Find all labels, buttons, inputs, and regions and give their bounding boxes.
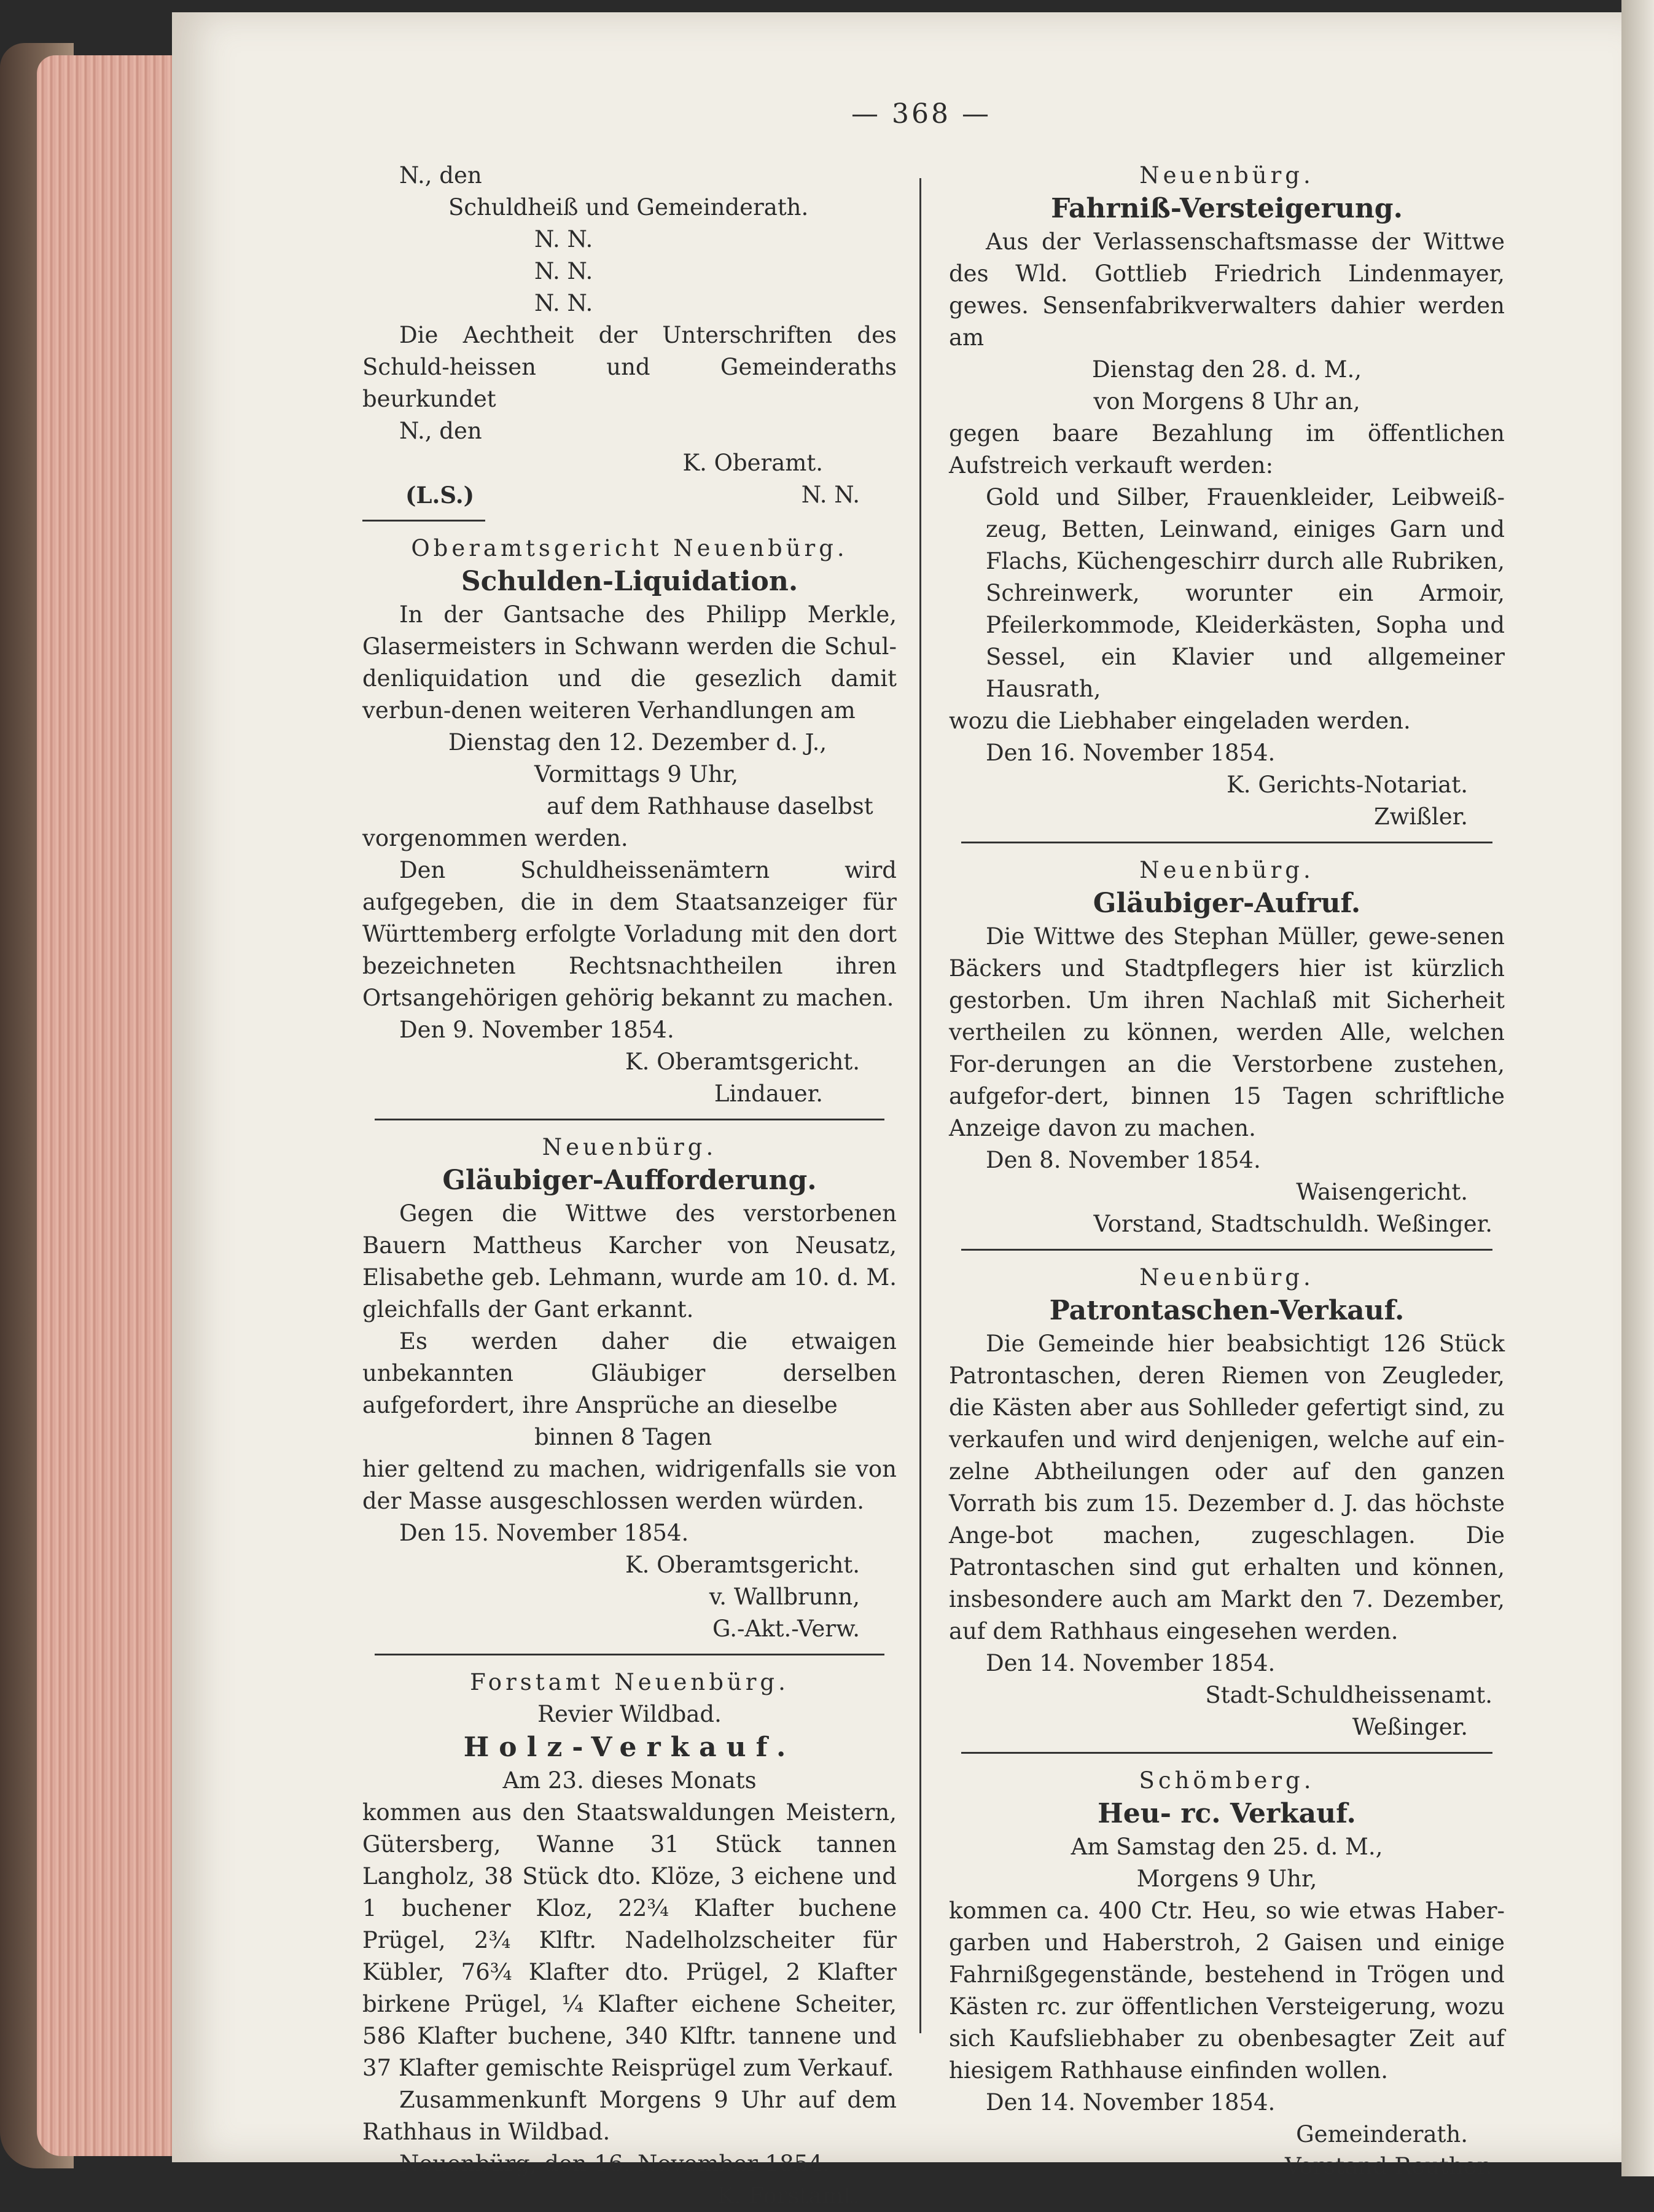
notice-dated: Den 15. November 1854. [399, 1520, 689, 1546]
notice-signature: Weßinger. [1352, 1714, 1468, 1740]
notice-place: auf dem Rathhause daselbst [547, 793, 873, 819]
notice-heading: Fahrniß-Versteigerung. [1051, 193, 1403, 224]
page-number: — 368 — [851, 98, 991, 130]
notice-time: Vormittags 9 Uhr, [534, 761, 739, 787]
facing-page-edge [1621, 0, 1654, 2176]
notice-signature: Stadt-Schuldheissenamt. [1205, 1682, 1492, 1708]
notice-body: Zusammenkunft Morgens 9 Uhr auf dem Rathhaus in Wildbad. [362, 2087, 897, 2145]
notice-dated: Den 14. November 1854. [986, 1650, 1276, 1676]
notice-location: Neuenbürg. [1139, 162, 1314, 189]
notice-signature: G.-Akt.-Verw. [712, 1616, 860, 1642]
notice-location: Oberamtsgericht Neuenbürg. [411, 535, 848, 561]
notice-dated: Den 14. November 1854. [986, 2089, 1276, 2116]
notice-fahrniss-versteigerung [949, 160, 1505, 833]
notice-location: Forstamt Neuenbürg. [470, 1669, 789, 1695]
notice-signature: K. Oberamtsgericht. [625, 1552, 860, 1578]
notice-heading: Gläubiger-Aufforderung. [442, 1165, 817, 1196]
notice-signature: Waisengericht. [1296, 1179, 1468, 1205]
divider [961, 842, 1492, 843]
notice-location: Neuenbürg. [1139, 857, 1314, 883]
notice-subheading: Revier Wildbad. [537, 1701, 722, 1727]
notice-body: hier geltend zu machen, widrigenfalls sie von der Masse ausgeschlossen werden würden. [362, 1456, 897, 1514]
cert-signature-4: N. N. [801, 482, 860, 508]
notice-patrontaschen-verkauf [949, 1262, 1505, 1743]
notice-body: In der Gantsache des Philipp Merkle, Glasermeisters in Schwann werden die Schul-denliquidation und die gesezlich damit verbun-denen weiteren Verhandlungen am [362, 601, 897, 724]
cert-text: Die Aechtheit der Unterschriften des Schuld-heissen und Gemeinderaths beurkundet [362, 322, 897, 412]
notice-body: gegen baare Bezahlung im öffentlichen Aufstreich verkauft werden: [949, 420, 1505, 479]
cert-signature-1: N. N. [534, 226, 593, 252]
notice-heading: Gläubiger-Aufruf. [1093, 888, 1361, 919]
cert-seal-line [362, 479, 897, 511]
notice-items: Gold und Silber, Frauenkleider, Leibweiß-zeug, Betten, Leinwand, einiges Garn und Flachs, Küchengeschirr durch alle Rubriken, Schreinwerk, worunter ein Armoir, Pfeilerkommode, Kleiderkästen, Sopha und Sessel, ein Klavier und allgemeiner Hausrath, [986, 484, 1505, 702]
notice-body: Es werden daher die etwaigen unbekannten Gläubiger derselben aufgefordert, ihre Ansprüche an dieselbe [362, 1328, 897, 1418]
notice-signature: Gemeinderath. [1296, 2121, 1468, 2148]
notice-glaeubiger-aufforderung [362, 1131, 897, 1645]
notice-schulden-liquidation [362, 533, 897, 1110]
notice-signature: Vorstand, Stadtschuldh. Weßinger. [1093, 1211, 1492, 1237]
notice-heading: Heu- rc. Verkauf. [1098, 1798, 1356, 1829]
notice-body: Aus der Verlassenschaftsmasse der Wittwe des Wld. Gottlieb Friedrich Lindenmayer, gewes. Sensenfabrikverwalters dahier werden am [949, 229, 1505, 351]
notice-heading: Schulden-Liquidation. [461, 566, 798, 597]
cert-oberamt: K. Oberamt. [682, 450, 823, 476]
notice-signature: Lindauer. [714, 1081, 823, 1107]
notice-heading: Patrontaschen-Verkauf. [1049, 1295, 1405, 1326]
divider [961, 1249, 1492, 1251]
notice-time: von Morgens 8 Uhr an, [1093, 388, 1360, 415]
notice-holz-verkauf [362, 1667, 897, 2212]
notice-location: Schömberg. [1139, 1767, 1315, 1794]
notice-body: kommen aus den Staatswaldungen Meistern, Gütersberg, Wanne 31 Stück tannen Langholz, 38 Stück dto. Klöze, 3 eichene und 1 buchener Kloz, 22¾ Klafter buchene Prügel, 2¾ Klftr. Nadelholzscheiter für Kübler, 76¾ Klafter dto. Prügel, 2 Klafter birkene Prügel, ¼ Klafter eichene Scheiter, 586 Klafter buchene, 340 Klftr. tannene und 37 Klafter gemischte Reisprügel zum Verkauf. [362, 1799, 897, 2081]
divider [362, 520, 485, 522]
notice-body: Den Schuldheissenämtern wird aufgegeben, die in dem Staatsanzeiger für Württemberg erfolgte Vorladung mit den dort bezeichneten Rechtsnachtheilen ihren Ortsangehörigen gehörig bekannt zu machen. [362, 857, 897, 1011]
book-page-edges [37, 55, 178, 2156]
cert-signature-2: N. N. [534, 258, 593, 284]
notice-deadline: binnen 8 Tagen [534, 1424, 712, 1450]
seal-mark: (L.S.) [405, 482, 475, 509]
notice-heading: Holz-Verkauf. [463, 1732, 796, 1763]
cert-place-date: N., den [399, 162, 482, 189]
notice-body: wozu die Liebhaber eingeladen werden. [949, 708, 1411, 734]
notice-glaeubiger-aufruf [949, 854, 1505, 1240]
notice-dated: Den 9. November 1854. [399, 1017, 674, 1043]
notice-signature: v. Wallbrunn, [709, 1584, 860, 1610]
divider [961, 1752, 1492, 1754]
notice-date: Dienstag den 12. Dezember d. J., [448, 729, 827, 756]
notice-signature: K. Forstamt. [717, 2183, 860, 2209]
notice-signature: Zwißler. [1373, 803, 1468, 830]
notice-date: Am 23. dieses Monats [502, 1767, 757, 1794]
notice-signature: Vorstand Reuther. [1284, 2153, 1492, 2179]
certification-form [362, 160, 897, 511]
cert-signatories: Schuldheiß und Gemeinderath. [448, 194, 809, 221]
notice-body: Gegen die Wittwe des verstorbenen Bauern Mattheus Karcher von Neusatz, Elisabethe geb. Lehmann, wurde am 10. d. M. gleichfalls der Gant erkannt. [362, 1200, 897, 1323]
notice-signature: K. Oberamtsgericht. [625, 1049, 860, 1075]
notice-dated: Neuenbürg, den 16. November 1854. [399, 2151, 830, 2177]
notice-dated: Den 16. November 1854. [986, 740, 1276, 766]
left-column [362, 160, 897, 2212]
notice-date: Dienstag den 28. d. M., [1092, 356, 1362, 383]
notice-dated: Den 8. November 1854. [986, 1147, 1261, 1173]
cert-signature-3: N. N. [534, 290, 593, 316]
divider [375, 1654, 884, 1655]
notice-date: Am Samstag den 25. d. M., [1071, 1834, 1383, 1860]
right-column [949, 160, 1505, 2183]
notice-location: Neuenbürg. [1139, 1264, 1314, 1291]
notice-body: kommen ca. 400 Ctr. Heu, so wie etwas Haber-garben und Haberstroh, 2 Gaisen und einige Fahrnißgegenstände, bestehend in Trögen und Kästen rc. zur öffentlichen Versteigerung, wozu sich Kaufsliebhaber zu obenbesagter Zeit auf hiesigem Rathhause einfinden wollen. [949, 1897, 1505, 2084]
cert-place-date-2: N., den [399, 418, 482, 444]
column-divider [919, 178, 921, 2033]
notice-body: vorgenommen werden. [362, 825, 628, 851]
notice-location: Neuenbürg. [542, 1134, 717, 1160]
notice-body: Die Gemeinde hier beabsichtigt 126 Stück Patrontaschen, deren Riemen von Zeugleder, die Kästen aber aus Sohlleder gefertigt sind, zu verkaufen und wird denjenigen, welche auf ein-zelne Abtheilungen oder auf den ganzen Vorrath bis zum 15. Dezember d. J. das höchste Ange-bot machen, zugeschlagen. Die Patrontaschen sind gut erhalten und können, insbesondere auch am Markt den 7. Dezember, auf dem Rathhaus eingesehen werden. [949, 1331, 1505, 1644]
notice-heu-verkauf [949, 1765, 1505, 2183]
divider [375, 1119, 884, 1120]
notice-time: Morgens 9 Uhr, [1136, 1866, 1317, 1892]
notice-body: Die Wittwe des Stephan Müller, gewe-senen Bäckers und Stadtpflegers hier ist kürzlich gestorben. Um ihren Nachlaß mit Sicherheit vertheilen zu können, werden Alle, welchen For-derungen an die Verstorbene zustehen, aufgefor-dert, binnen 15 Tagen schriftliche Anzeige davon zu machen. [949, 923, 1505, 1141]
notice-signature: K. Gerichts-Notariat. [1227, 772, 1468, 798]
